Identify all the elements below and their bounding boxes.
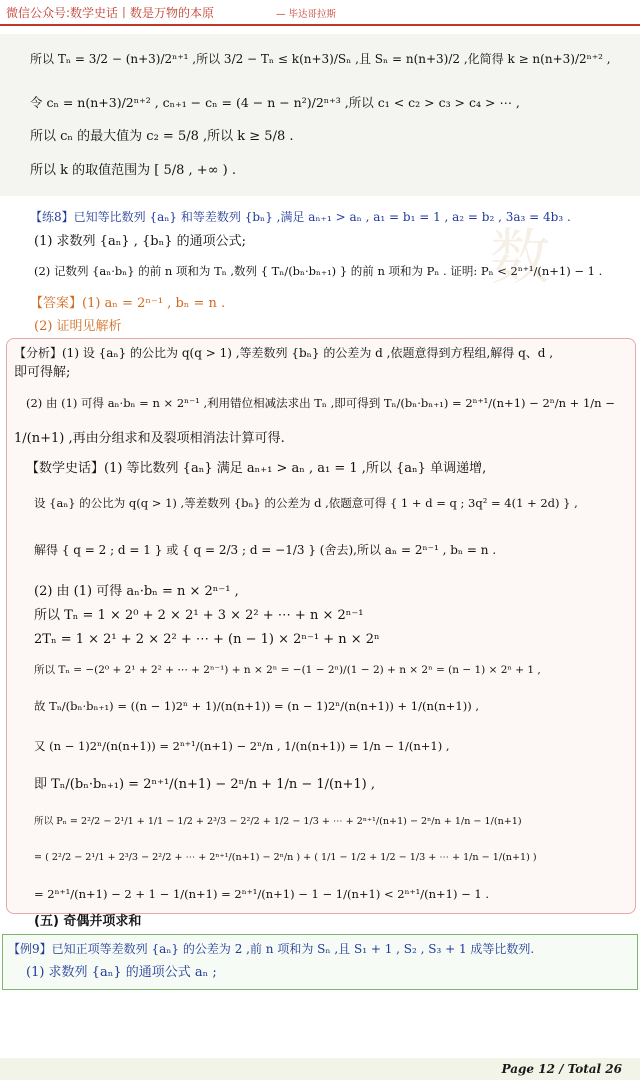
header-title: 微信公众号:数学史话丨数是万物的本原 (6, 6, 215, 20)
example9-part1: (1) 求数列 {aₙ} 的通项公式 aₙ ; (26, 965, 217, 980)
watermark-icon: 数 (490, 223, 550, 293)
history-line: 所以 Tₙ = 1 × 2⁰ + 2 × 2¹ + 3 × 2² + ⋯ + n × 2ⁿ⁻¹ (34, 608, 364, 623)
history-line: = ( 2²/2 − 2¹/1 + 2³/3 − 2²/2 + ⋯ + 2ⁿ⁺¹/(n+1) − 2ⁿ/n ) + ( 1/1 − 1/2 + 1/2 − 1/3 + ⋯ + 1/n − 1/(n+1) ) (34, 852, 537, 863)
exercise8-part2: (2) 记数列 {aₙ·bₙ} 的前 n 项和为 Tₙ ,数列 { Tₙ/(bₙ·bₙ₊₁) } 的前 n 项和为 Pₙ . 证明: Pₙ < 2ⁿ⁺¹/(n+1) − 1 . (34, 264, 603, 278)
history-line: 【数学史话】(1) 等比数列 {aₙ} 满足 aₙ₊₁ > aₙ , a₁ = 1 ,所以 {aₙ} 单调递增, (26, 461, 487, 476)
history-line: 即 Tₙ/(bₙ·bₙ₊₁) = 2ⁿ⁺¹/(n+1) − 2ⁿ/n + 1/n − 1/(n+1) , (34, 777, 375, 792)
header-divider (0, 24, 640, 26)
history-line: (2) 由 (1) 可得 aₙ·bₙ = n × 2ⁿ⁻¹ , (34, 584, 239, 599)
exercise8-statement: 【练8】已知等比数列 {aₙ} 和等差数列 {bₙ} ,满足 aₙ₊₁ > aₙ , a₁ = b₁ = 1 , a₂ = b₂ , 3a₃ = 4b₃ . (30, 210, 571, 224)
history-line: 所以 Pₙ = 2²/2 − 2¹/1 + 1/1 − 1/2 + 2³/3 − 2²/2 + 1/2 − 1/3 + ⋯ + 2ⁿ⁺¹/(n+1) − 2ⁿ/n + 1/n − 1/(n+1) (34, 816, 522, 827)
exercise8-answer: 【答案】(1) aₙ = 2ⁿ⁻¹ , bₙ = n . (30, 296, 226, 311)
history-line: 设 {aₙ} 的公比为 q(q > 1) ,等差数列 {bₙ} 的公差为 d ,依题意可得 { 1 + d = q ; 3q² = 4(1 + 2d) } , (34, 496, 578, 510)
header-quote: — 毕达哥拉斯 (276, 9, 337, 20)
section-title: (五) 奇偶并项求和 (34, 914, 142, 929)
solution-line: 所以 k 的取值范围为 [ 5/8 , +∞ ) . (30, 163, 236, 178)
history-line: 所以 Tₙ = −(2⁰ + 2¹ + 2² + ⋯ + 2ⁿ⁻¹) + n × 2ⁿ = −(1 − 2ⁿ)/(1 − 2) + n × 2ⁿ = (n − 1) × 2ⁿ + 1 , (34, 664, 541, 676)
page-number: Page 12 / Total 26 (501, 1062, 622, 1076)
analysis-line: 【分析】(1) 设 {aₙ} 的公比为 q(q > 1) ,等差数列 {bₙ} 的公差为 d ,依题意得到方程组,解得 q、d , (14, 346, 554, 360)
solution-top-block (0, 34, 640, 196)
page-header (0, 0, 640, 26)
analysis-line: 即可得解; (14, 365, 71, 380)
history-line: 2Tₙ = 1 × 2¹ + 2 × 2² + ⋯ + (n − 1) × 2ⁿ⁻¹ + n × 2ⁿ (34, 632, 380, 647)
solution-line: 所以 Tₙ = 3/2 − (n+3)/2ⁿ⁺¹ ,所以 3/2 − Tₙ ≤ k(n+3)/Sₙ ,且 Sₙ = n(n+3)/2 ,化简得 k ≥ n(n+3)/2ⁿ⁺² , (30, 52, 611, 66)
page-footer (0, 1058, 640, 1080)
example9-statement: 【例9】已知正项等差数列 {aₙ} 的公差为 2 ,前 n 项和为 Sₙ ,且 S₁ + 1 , S₂ , S₃ + 1 成等比数列. (8, 942, 535, 956)
analysis-line: (2) 由 (1) 可得 aₙ·bₙ = n × 2ⁿ⁻¹ ,利用错位相减法求出 Tₙ ,即可得到 Tₙ/(bₙ·bₙ₊₁) = 2ⁿ⁺¹/(n+1) − 2ⁿ/n + 1/n − (26, 396, 615, 410)
solution-line: 所以 cₙ 的最大值为 c₂ = 5/8 ,所以 k ≥ 5/8 . (30, 129, 294, 144)
analysis-line: 1/(n+1) ,再由分组求和及裂项相消法计算可得. (14, 431, 285, 446)
history-line: = 2ⁿ⁺¹/(n+1) − 2 + 1 − 1/(n+1) = 2ⁿ⁺¹/(n+1) − 1 − 1/(n+1) < 2ⁿ⁺¹/(n+1) − 1 . (34, 887, 490, 901)
exercise8-answer: (2) 证明见解析 (34, 319, 122, 334)
history-line: 又 (n − 1)2ⁿ/(n(n+1)) = 2ⁿ⁺¹/(n+1) − 2ⁿ/n , 1/(n(n+1)) = 1/n − 1/(n+1) , (34, 739, 450, 753)
exercise8-part1: (1) 求数列 {aₙ} , {bₙ} 的通项公式; (34, 234, 246, 249)
solution-line: 令 cₙ = n(n+3)/2ⁿ⁺² , cₙ₊₁ − cₙ = (4 − n − n²)/2ⁿ⁺³ ,所以 c₁ < c₂ > c₃ > c₄ > ⋯ , (30, 95, 520, 110)
history-line: 解得 { q = 2 ; d = 1 } 或 { q = 2/3 ; d = −1/3 } (舍去),所以 aₙ = 2ⁿ⁻¹ , bₙ = n . (34, 543, 497, 557)
history-line: 故 Tₙ/(bₙ·bₙ₊₁) = ((n − 1)2ⁿ + 1)/(n(n+1)) = (n − 1)2ⁿ/(n(n+1)) + 1/(n(n+1)) , (34, 699, 479, 713)
